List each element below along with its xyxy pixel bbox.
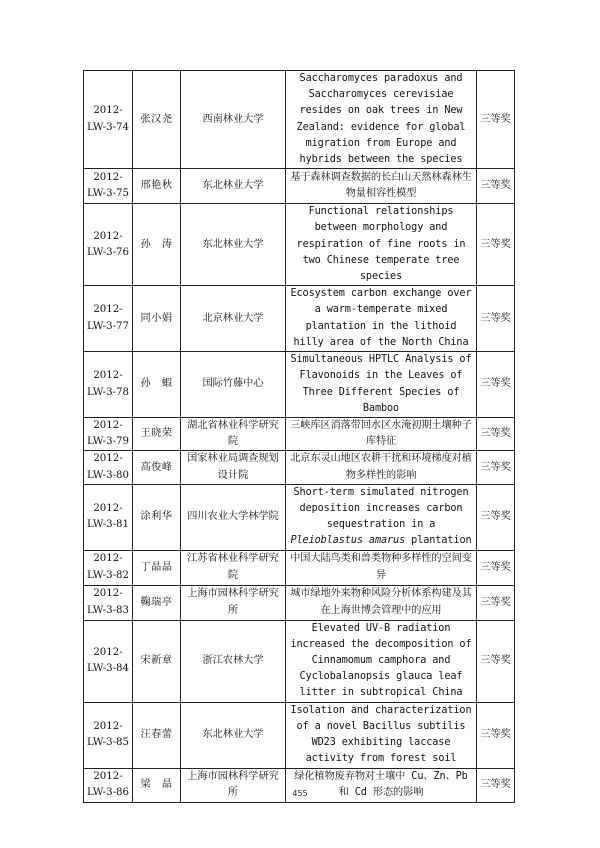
table-row xyxy=(84,550,515,585)
table-row xyxy=(84,204,515,286)
award-level: 三等奖 xyxy=(477,71,515,169)
award-level: 三等奖 xyxy=(477,204,515,286)
award-level: 三等奖 xyxy=(477,702,515,768)
project-id: 2012-LW-3-84 xyxy=(84,620,133,702)
project-id: 2012-LW-3-78 xyxy=(84,352,133,418)
paper-title: Functional relationships between morphology and respiration of fine roots in two Chinese temperate tree species xyxy=(286,204,477,286)
author-name: 邢艳秋 xyxy=(133,169,181,204)
table-row xyxy=(84,418,515,451)
award-level: 三等奖 xyxy=(477,352,515,418)
table-row xyxy=(84,484,515,550)
paper-title: Saccharomyces paradoxus and Saccharomyces cerevisiae resides on oak trees in New Zealand: evidence for global migration from Europe and hybrids between the species xyxy=(286,71,477,169)
paper-title: Simultaneous HPTLC Analysis of Flavonoids in the Leaves of Three Different Species of Bamboo xyxy=(286,352,477,418)
project-id: 2012-LW-3-82 xyxy=(84,550,133,585)
author-name: 孙 涛 xyxy=(133,204,181,286)
project-id: 2012-LW-3-79 xyxy=(84,418,133,451)
institution: 湖北省林业科学研究院 xyxy=(181,418,286,451)
institution: 国际竹藤中心 xyxy=(181,352,286,418)
award-level: 三等奖 xyxy=(477,451,515,484)
author-name: 涂利华 xyxy=(133,484,181,550)
institution: 西南林业大学 xyxy=(181,71,286,169)
project-id: 2012-LW-3-76 xyxy=(84,204,133,286)
award-level: 三等奖 xyxy=(477,620,515,702)
institution: 东北林业大学 xyxy=(181,702,286,768)
institution: 上海市园林科学研究所 xyxy=(181,585,286,620)
institution: 东北林业大学 xyxy=(181,204,286,286)
award-level: 三等奖 xyxy=(477,418,515,451)
table-row xyxy=(84,585,515,620)
institution: 浙江农林大学 xyxy=(181,620,286,702)
paper-title: 基于森林调查数据的长白山天然林森林生物量相容性模型 xyxy=(286,169,477,204)
project-id: 2012-LW-3-75 xyxy=(84,169,133,204)
paper-title: 中国大陆鸟类和兽类物种多样性的空间变异 xyxy=(286,550,477,585)
title-text: Short-term simulated nitrogen deposition increases carbon sequestration in a xyxy=(293,486,469,531)
paper-title xyxy=(286,484,477,550)
paper-title: 绿化植物废弃物对土壤中 Cu、Zn、Pb 和 Cd 形态的影响 xyxy=(286,768,477,802)
award-level: 三等奖 xyxy=(477,484,515,550)
institution: 东北林业大学 xyxy=(181,169,286,204)
institution: 上海市园林科学研究所 xyxy=(181,768,286,802)
table-row xyxy=(84,702,515,768)
project-id: 2012-LW-3-74 xyxy=(84,71,133,169)
table-row xyxy=(84,71,515,169)
author-name: 高俊峰 xyxy=(133,451,181,484)
table-row xyxy=(84,620,515,702)
table-row xyxy=(84,451,515,484)
project-id: 2012-LW-3-85 xyxy=(84,702,133,768)
author-name: 梁 晶 xyxy=(133,768,181,802)
author-name: 鞠瑞亭 xyxy=(133,585,181,620)
title-tail: plantation xyxy=(411,535,472,547)
paper-title: Ecosystem carbon exchange over a warm-temperate mixed plantation in the lithoid hilly area of the North China xyxy=(286,286,477,352)
project-id: 2012-LW-3-81 xyxy=(84,484,133,550)
institution: 国家林业局调查规划设计院 xyxy=(181,451,286,484)
institution: 江苏省林业科学研究院 xyxy=(181,550,286,585)
paper-title: 城市绿地外来物种风险分析体系构建及其在上海世博会管理中的应用 xyxy=(286,585,477,620)
species-name: Pleioblastus amarus xyxy=(290,535,406,547)
paper-title: 北京东灵山地区农耕干扰和环境梯度对植物多样性的影响 xyxy=(286,451,477,484)
author-name: 丁晶晶 xyxy=(133,550,181,585)
table-row xyxy=(84,169,515,204)
award-level: 三等奖 xyxy=(477,286,515,352)
institution: 北京林业大学 xyxy=(181,286,286,352)
author-name: 张汉尧 xyxy=(133,71,181,169)
institution: 四川农业大学林学院 xyxy=(181,484,286,550)
project-id: 2012-LW-3-77 xyxy=(84,286,133,352)
author-name: 汪春蕾 xyxy=(133,702,181,768)
award-level: 三等奖 xyxy=(477,768,515,802)
author-name: 王晓荣 xyxy=(133,418,181,451)
table-row xyxy=(84,352,515,418)
paper-title: Isolation and characterization of a novel Bacillus subtilis WD23 exhibiting laccase activity from forest soil xyxy=(286,702,477,768)
project-id: 2012-LW-3-80 xyxy=(84,451,133,484)
award-level: 三等奖 xyxy=(477,585,515,620)
project-id: 2012-LW-3-86 xyxy=(84,768,133,802)
author-name: 同小娟 xyxy=(133,286,181,352)
awards-table xyxy=(83,70,515,803)
project-id: 2012-LW-3-83 xyxy=(84,585,133,620)
award-level: 三等奖 xyxy=(477,169,515,204)
author-name: 宋新章 xyxy=(133,620,181,702)
table-row xyxy=(84,286,515,352)
page-number: 455 xyxy=(292,789,308,798)
author-name: 孙 蝦 xyxy=(133,352,181,418)
award-level: 三等奖 xyxy=(477,550,515,585)
paper-title: 三峡库区消落带回水区水淹初期土壤种子库特征 xyxy=(286,418,477,451)
paper-title: Elevated UV-B radiation increased the decomposition of Cinnamomum camphora and Cyclobalanopsis glauca leaf litter in subtropical China xyxy=(286,620,477,702)
